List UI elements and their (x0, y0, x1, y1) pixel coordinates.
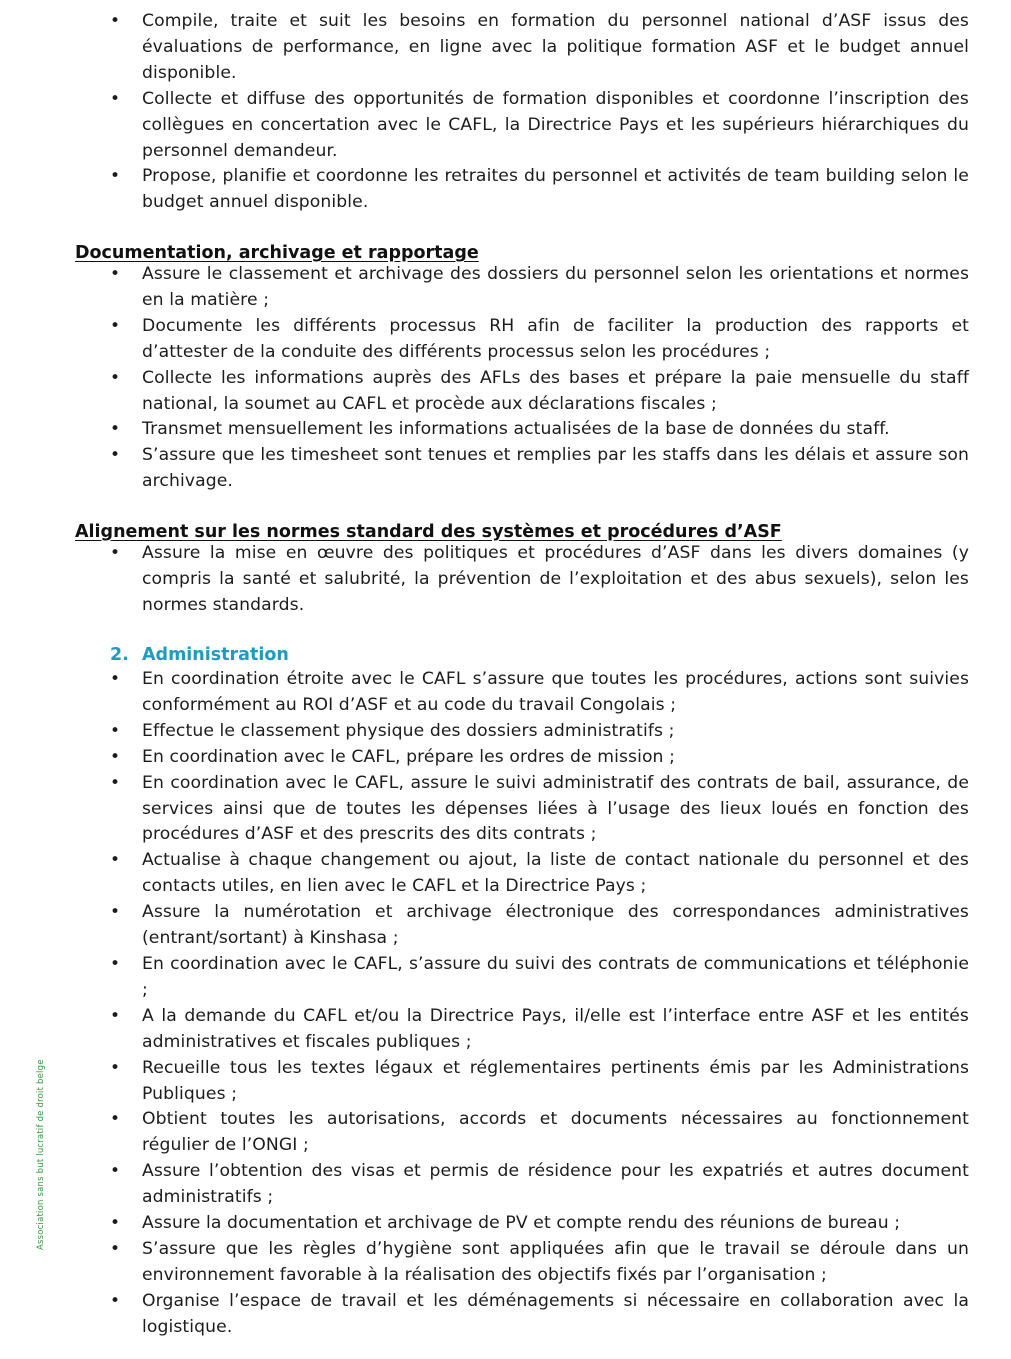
list-item: • Collecte les informations auprès des AFLs des bases et prépare la paie mensuelle du staff national, la soumet au CAFL et procède aux déclarations fiscales ; (110, 367, 969, 414)
bullet-icon: • (110, 1238, 121, 1259)
list-item: • En coordination avec le CAFL, s’assure du suivi des contrats de communications et téléphonie ; (110, 953, 969, 1000)
alignment-bullet-list (0, 541, 1011, 619)
footer-association-text: Association sans but lucratif de droit belge (36, 1059, 46, 1250)
list-item: • Assure le classement et archivage des dossiers du personnel selon les orientations et normes en la matière ; (110, 264, 969, 310)
list-item: • Organise l’espace de travail et les déménagements si nécessaire en collaboration avec la logistique. (110, 1290, 969, 1337)
bullet-icon: • (110, 720, 121, 741)
bullet-icon: • (110, 1057, 121, 1078)
bullet-icon: • (110, 315, 121, 336)
documentation-bullet-list (0, 262, 1011, 495)
bullet-icon: • (110, 669, 121, 689)
section-number: 2. (110, 645, 129, 665)
list-item: • Effectue le classement physique des dossiers administratifs ; (0, 719, 1011, 745)
documentation-heading: Documentation, archivage et rapportage (75, 243, 479, 263)
list-item: • Compile, traite et suit les besoins en formation du personnel national d’ASF issus des évaluations de performance, en ligne avec la politique formation ASF et le budget annuel disponible. (110, 11, 969, 83)
list-item: • S’assure que les timesheet sont tenues et remplies par les staffs dans les délais et assure son archivage. (110, 445, 969, 492)
list-item: • Assure la mise en œuvre des politiques et procédures d’ASF dans les divers domaines (y compris la santé et salubrité, la prévention de l’exploitation et des abus sexuels), selon les normes standards. (110, 543, 969, 615)
list-item: • Assure la documentation et archivage de PV et compte rendu des réunions de bureau ; (0, 1211, 1011, 1237)
bullet-icon: • (110, 1161, 121, 1182)
bullet-icon: • (110, 1109, 121, 1130)
bullet-icon: • (110, 264, 121, 284)
bullet-icon: • (110, 1005, 121, 1026)
section-title: Administration (142, 645, 289, 665)
list-item: • Recueille tous les textes légaux et réglementaires pertinents émis par les Administrations Publiques ; (110, 1057, 969, 1104)
intro-bullet-list (0, 9, 1011, 216)
list-item: • A la demande du CAFL et/ou la Directrice Pays, il/elle est l’interface entre ASF et les entités administratives et fiscales publiques ; (110, 1005, 969, 1052)
bullet-icon: • (110, 1213, 121, 1234)
list-item: • Propose, planifie et coordonne les retraites du personnel et activités de team building selon le budget annuel disponible. (110, 166, 969, 213)
list-item: • En coordination avec le CAFL, prépare les ordres de mission ; (0, 745, 1011, 771)
list-item: • Transmet mensuellement les informations actualisées de la base de données du staff. (0, 417, 1011, 443)
bullet-icon: • (110, 88, 121, 109)
alignment-heading: Alignement sur les normes standard des systèmes et procédures d’ASF (75, 522, 782, 542)
list-item: • Assure l’obtention des visas et permis de résidence pour les expatriés et autres document administratifs ; (110, 1161, 969, 1208)
bullet-icon: • (110, 166, 121, 187)
bullet-icon: • (110, 902, 121, 923)
bullet-icon: • (110, 746, 121, 767)
administration-heading (110, 642, 1011, 668)
administration-bullet-list (0, 667, 1011, 1341)
bullet-icon: • (110, 1290, 121, 1311)
bullet-icon: • (110, 772, 121, 793)
list-item: • En coordination étroite avec le CAFL s’assure que toutes les procédures, actions sont suivies conformément au ROI d’ASF et au code du travail Congolais ; (110, 669, 969, 715)
list-item: • Obtient toutes les autorisations, accords et documents nécessaires au fonctionnement régulier de l’ONGI ; (110, 1109, 969, 1156)
list-item: • Assure la numérotation et archivage électronique des correspondances administratives (entrant/sortant) à Kinshasa ; (110, 902, 969, 949)
list-item: • Documente les différents processus RH afin de faciliter la production des rapports et d’attester de la conduite des différents processus selon les procédures ; (110, 315, 969, 362)
list-item: • Actualise à chaque changement ou ajout, la liste de contact nationale du personnel et des contacts utiles, en lien avec le CAFL et la Directrice Pays ; (110, 850, 969, 897)
list-item: • En coordination avec le CAFL, assure le suivi administratif des contrats de bail, assurance, de services ainsi que de toutes les dépenses liées à l’usage des lieux loués en fonction des procédures d’ASF et des prescrits des dits contrats ; (110, 772, 969, 845)
list-item: • Collecte et diffuse des opportunités de formation disponibles et coordonne l’inscription des collègues en concertation avec le CAFL, la Directrice Pays et les supérieurs hiérarchiques du personnel demandeur. (110, 88, 969, 161)
bullet-icon: • (110, 419, 121, 440)
bullet-icon: • (110, 445, 121, 466)
bullet-icon: • (110, 367, 121, 388)
bullet-icon: • (110, 543, 121, 563)
bullet-icon: • (110, 11, 121, 31)
bullet-icon: • (110, 850, 121, 871)
bullet-icon: • (110, 953, 121, 974)
list-item: • S’assure que les règles d’hygiène sont appliquées afin que le travail se déroule dans un environnement favorable à la réalisation des objectifs fixés par l’organisation ; (110, 1238, 969, 1285)
